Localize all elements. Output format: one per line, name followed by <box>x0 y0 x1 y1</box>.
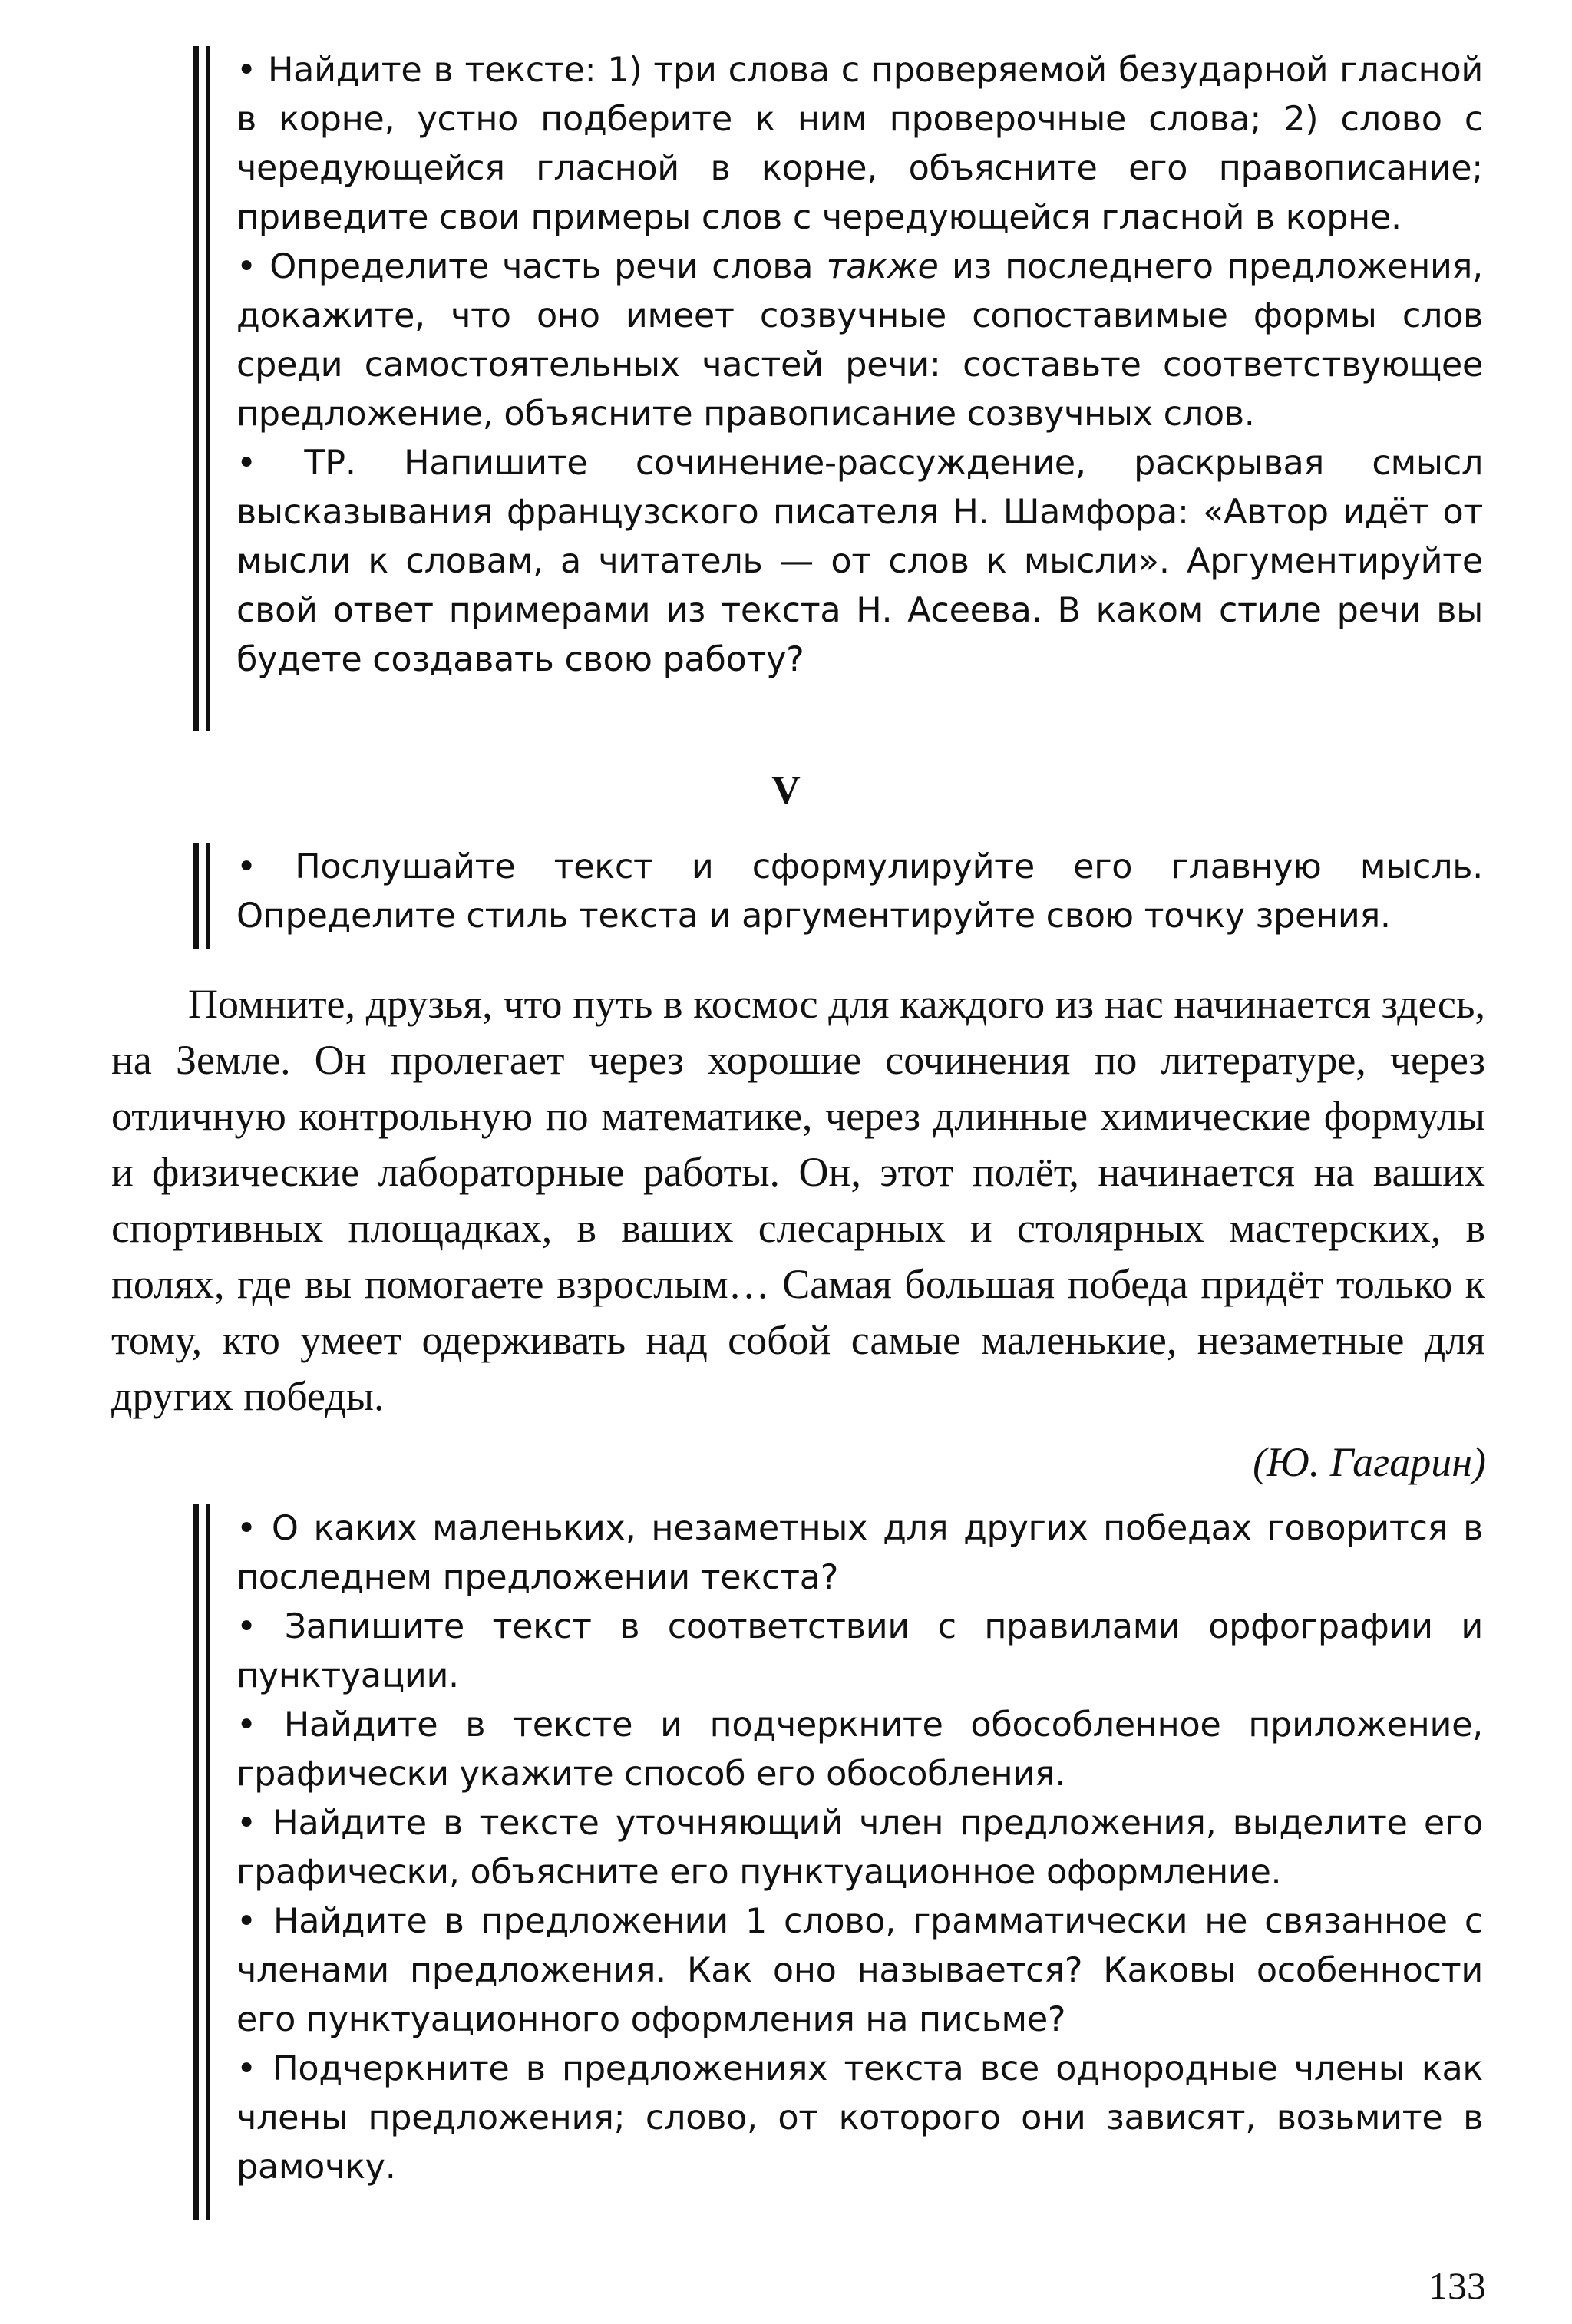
task-item: • Запишите текст в соответствии с правилами орфографии и пунктуации. <box>236 1603 1483 1701</box>
margin-bar <box>193 46 210 731</box>
task-list <box>193 1504 1483 2192</box>
text-passage: Помните, друзья, что путь в космос для каждого из нас начинается здесь, на Земле. Он пролегает через хорошие сочинения по литературе, через отличную контрольную по математике, через длинные химические формулы и физические лабораторные работы. Он, этот полёт, начинается на ваших спортивных площадках, в ваших слесарных и столярных мастерских, в полях, где вы помогаете взрослым… Самая большая победа придёт только к тому, кто умеет одерживать над собой самые маленькие, незаметные для других победы. <box>111 981 1485 1419</box>
task-block-3 <box>193 1504 1483 2220</box>
page-number: 133 <box>1428 2264 1486 2307</box>
task-item <box>236 243 1483 439</box>
task-list <box>193 46 1483 685</box>
task-item: • Послушайте текст и сформулируйте его главную мысль. Определите стиль текста и аргументируйте свою точку зрения. <box>236 843 1483 941</box>
task-item: • Найдите в предложении 1 слово, грамматически не связанное с членами предложения. Как оно называется? Каковы особенности его пунктуационного оформления на письме? <box>236 1897 1483 2045</box>
margin-bar <box>193 1504 210 2220</box>
italic-word: также <box>826 247 939 286</box>
task-block-1 <box>193 46 1483 731</box>
task-list <box>193 843 1483 941</box>
task-text: из последнего предложения, докажите, что оно имеет созвучные сопоставимые формы слов среди самостоятельных частей речи: составьте соответствующее предложение, объясните правописание созвучных слов. <box>236 247 1483 434</box>
section-numeral: V <box>771 768 801 812</box>
task-item: • ТР. Напишите сочинение-рассуждение, раскрывая смысл высказывания французского писателя Н. Шамфора: «Автор идёт от мысли к словам, а читатель — от слов к мысли». Аргументируйте свой ответ примерами из текста Н. Асеева. В каком стиле речи вы будете создавать свою работу? <box>236 439 1483 685</box>
task-item: • Найдите в тексте и подчеркните обособленное приложение, графически укажите способ его обособления. <box>236 1701 1483 1799</box>
task-item: • Найдите в тексте: 1) три слова с проверяемой безударной гласной в корне, устно подберите к ним проверочные слова; 2) слово с чередующейся гласной в корне, объясните его правописание; приведите свои примеры слов с чередующейся гласной в корне. <box>236 46 1483 243</box>
task-item: • О каких маленьких, незаметных для других победах говорится в последнем предложении текста? <box>236 1504 1483 1603</box>
task-item: • Подчеркните в предложениях текста все однородные члены как члены предложения; слово, от которого они зависят, возьмите в рамочку. <box>236 2045 1483 2192</box>
margin-bar <box>193 843 210 949</box>
task-text: Определите часть речи слова <box>269 247 827 286</box>
attribution: (Ю. Гагарин) <box>1253 1439 1486 1485</box>
task-block-2 <box>193 843 1483 949</box>
task-item: • Найдите в тексте уточняющий член предложения, выделите его графически, объясните его пунктуационное оформление. <box>236 1799 1483 1897</box>
